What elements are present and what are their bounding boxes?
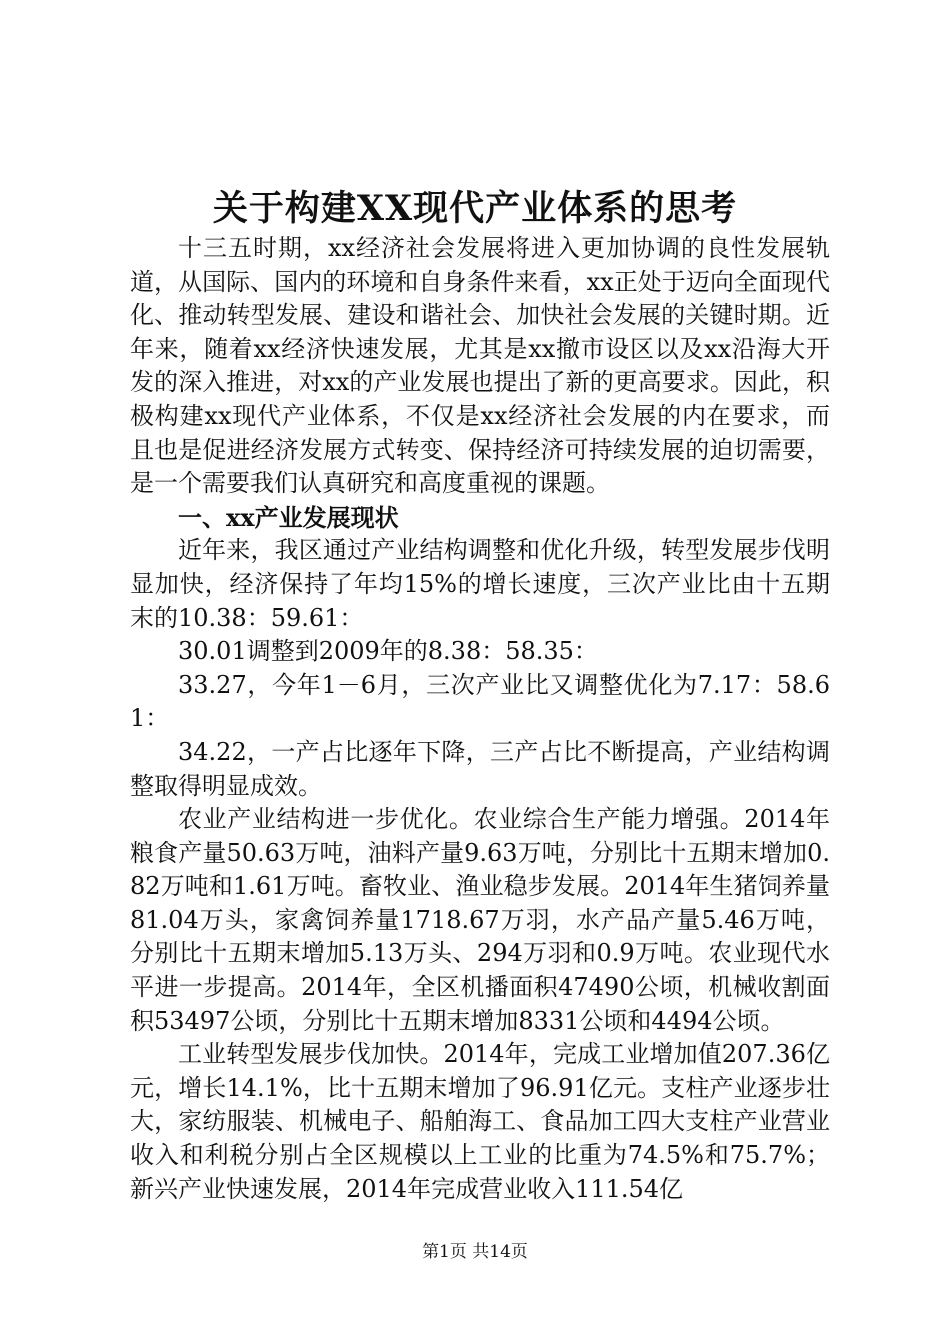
paragraph-intro: 十三五时期，xx经济社会发展将进入更加协调的良性发展轨道，从国际、国内的环境和自身条件来看，xx正处于迈向全面现代化、推动转型发展、建设和谐社会、加快社会发展的关键时期。近年来，随着xx经济快速发展，尤其是xx撤市设区以及xx沿海大开发的深入推进，对xx的产业发展也提出了新的更高要求。因此，积极构建xx现代产业体系，不仅是xx经济社会发展的内在要求，而且也是促进经济发展方式转变、保持经济可持续发展的迫切需要，是一个需要我们认真研究和高度重视的课题。 — [130, 234, 830, 498]
document-title: 关于构建XX现代产业体系的思考 — [212, 188, 738, 229]
paragraph-industry: 工业转型发展步伐加快。2014年，完成工业增加值207.36亿元，增长14.1%，比十五期末增加了96.91亿元。支柱产业逐步壮大，家纺服装、机械电子、船舶海工、食品加工四大支柱产业营业收入和利税分别占全区规模以上工业的比重为74.5%和75.7%；新兴产业快速发展，2014年完成营业收入111.54亿 — [130, 1040, 830, 1203]
paragraph: 34.22，一产占比逐年下降，三产占比不断提高，产业结构调整取得明显成效。 — [130, 737, 830, 800]
paragraph: 33.27，今年1－6月，三次产业比又调整优化为7.17：58.61： — [130, 670, 830, 733]
paragraph-agriculture: 农业产业结构进一步优化。农业综合生产能力增强。2014年粮食产量50.63万吨，油料产量9.63万吨，分别比十五期末增加0.82万吨和1.61万吨。畜牧业、渔业稳步发展。2014年生猪饲养量81.04万头，家禽饲养量1718.67万羽，水产品产量5.46万吨，分别比十五期末增加5.13万头、294万羽和0.9万吨。农业现代水平进一步提高。2014年，全区机播面积47490公顷，机械收割面积53497公顷，分别比十五期末增加8331公顷和4494公顷。 — [130, 805, 830, 1035]
paragraph: 近年来，我区通过产业结构调整和优化升级，转型发展步伐明显加快，经济保持了年均15%的增长速度，三次产业比由十五期末的10.38：59.61： — [130, 536, 830, 632]
paragraph: 30.01调整到2009年的8.38：58.35： — [178, 637, 598, 666]
document-body — [130, 232, 830, 1206]
section-heading: 一、xx产业发展现状 — [178, 502, 399, 532]
page-number: 第1页 共14页 — [422, 1242, 528, 1262]
